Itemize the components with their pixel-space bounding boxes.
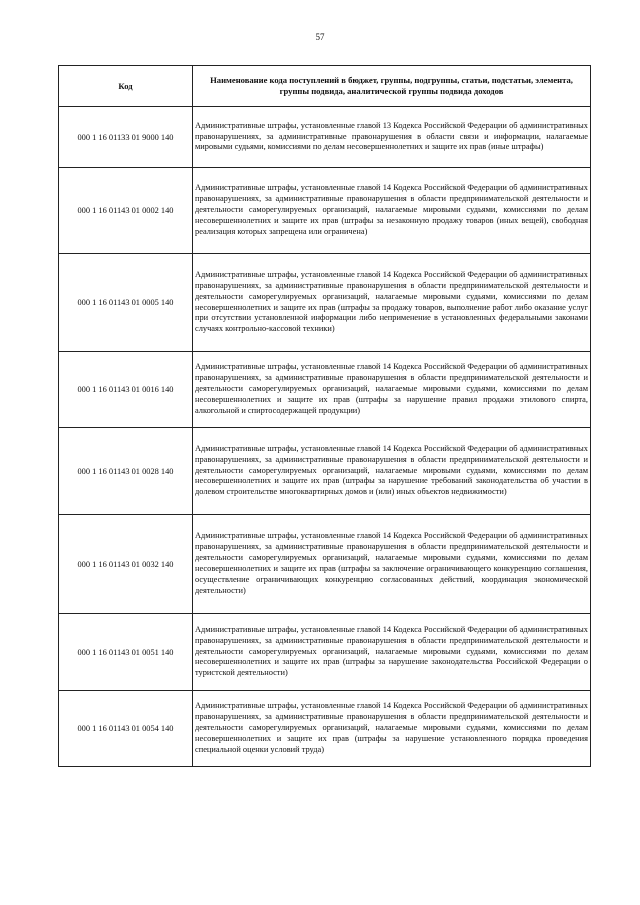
row-code: 000 1 16 01143 01 0002 140 <box>59 168 193 254</box>
table-row <box>59 168 591 254</box>
row-code: 000 1 16 01143 01 0054 140 <box>59 691 193 767</box>
row-code: 000 1 16 01143 01 0005 140 <box>59 254 193 352</box>
revenue-codes-table <box>58 65 591 767</box>
table-row <box>59 352 591 428</box>
page-number: 57 <box>315 32 325 42</box>
row-name: Административные штрафы, установленные главой 13 Кодекса Российской Федерации об административных правонарушениях, за административные правонарушения в области связи и информации, налагаемые мировыми судьями, комиссиями по делам несовершеннолетних и защите их прав (иные штрафы) <box>193 107 591 168</box>
table-row <box>59 691 591 767</box>
row-name: Административные штрафы, установленные главой 14 Кодекса Российской Федерации об административных правонарушениях, за административные правонарушения в области предпринимательской деятельности и деятельности саморегулируемых организаций, налагаемые мировыми судьями, комиссиями по делам несовершеннолетних и защите их прав (штрафы за нарушение установленного порядка проведения специальной оценки условий труда) <box>193 691 591 767</box>
row-name: Административные штрафы, установленные главой 14 Кодекса Российской Федерации об административных правонарушениях, за административные правонарушения в области предпринимательской деятельности и деятельности саморегулируемых организаций, налагаемые мировыми судьями, комиссиями по делам несовершеннолетних и защите их прав (штрафы за незаконную продажу товаров (иных вещей), свободная реализация которых запрещена или ограничена) <box>193 168 591 254</box>
row-code: 000 1 16 01133 01 9000 140 <box>59 107 193 168</box>
header-name: Наименование кода поступлений в бюджет, группы, подгруппы, статьи, подстатьи, элемента, группы подвида, аналитической группы подвида доходов <box>193 66 591 107</box>
row-name: Административные штрафы, установленные главой 14 Кодекса Российской Федерации об административных правонарушениях, за административные правонарушения в области предпринимательской деятельности и деятельности саморегулируемых организаций, налагаемые мировыми судьями, комиссиями по делам несовершеннолетних и защите их прав (штрафы за нарушение правил продажи этилового спирта, алкогольной и спиртосодержащей продукции) <box>193 352 591 428</box>
row-name: Административные штрафы, установленные главой 14 Кодекса Российской Федерации об административных правонарушениях, за административные правонарушения в области предпринимательской деятельности и деятельности саморегулируемых организаций, налагаемые мировыми судьями, комиссиями по делам несовершеннолетних и защите их прав (штрафы за нарушение требований законодательства об участии в долевом строительстве многоквартирных домов и (или) иных объектов недвижимости) <box>193 428 591 515</box>
table-row <box>59 254 591 352</box>
row-code: 000 1 16 01143 01 0028 140 <box>59 428 193 515</box>
row-code: 000 1 16 01143 01 0016 140 <box>59 352 193 428</box>
row-name: Административные штрафы, установленные главой 14 Кодекса Российской Федерации об административных правонарушениях, за административные правонарушения в области предпринимательской деятельности и деятельности саморегулируемых организаций, налагаемые мировыми судьями, комиссиями по делам несовершеннолетних и защите их прав (штрафы за продажу товаров, выполнение работ либо оказание услуг при отсутствии установленной информации либо неприменение в установленных федеральными законами случаях контрольно-кассовой техники) <box>193 254 591 352</box>
header-code: Код <box>59 66 193 107</box>
table-row <box>59 107 591 168</box>
row-code: 000 1 16 01143 01 0051 140 <box>59 614 193 691</box>
row-name: Административные штрафы, установленные главой 14 Кодекса Российской Федерации об административных правонарушениях, за административные правонарушения в области предпринимательской деятельности и деятельности саморегулируемых организаций, налагаемые мировыми судьями, комиссиями по делам несовершеннолетних и защите их прав (штрафы за заключение ограничивающего конкуренцию соглашения, осуществление ограничивающих конкуренцию согласованных действий, координация экономической деятельности) <box>193 515 591 614</box>
row-code: 000 1 16 01143 01 0032 140 <box>59 515 193 614</box>
table-header-row <box>59 66 591 107</box>
table-row <box>59 428 591 515</box>
table-row <box>59 515 591 614</box>
table-row <box>59 614 591 691</box>
row-name: Административные штрафы, установленные главой 14 Кодекса Российской Федерации об административных правонарушениях, за административные правонарушения в области предпринимательской деятельности и деятельности саморегулируемых организаций, налагаемые мировыми судьями, комиссиями по делам несовершеннолетних и защите их прав (штрафы за нарушение законодательства Российской Федерации о туристской деятельности) <box>193 614 591 691</box>
